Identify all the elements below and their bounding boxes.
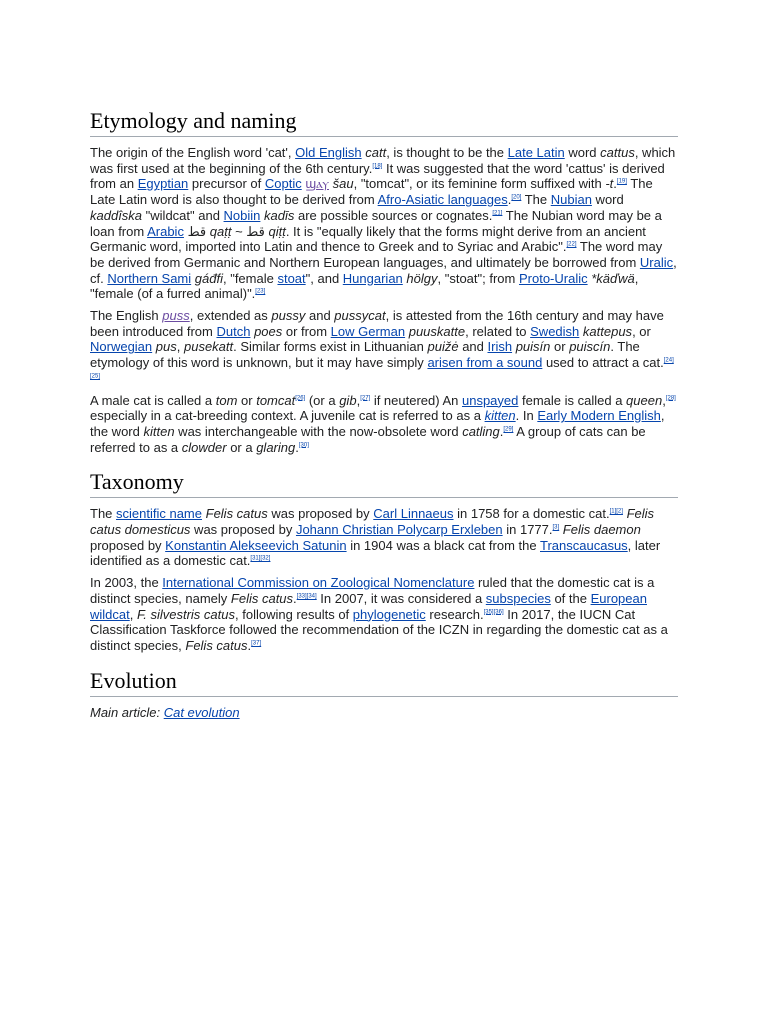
- paragraph-etymology-puss: The English puss, extended as pussy and pussycat, is attested from the 16th century and may have been introduced from Dutch poes or from Low German puuskatte, related to Swedish kattepus, or Norwegian pus, pusekatt. Similar forms exist in Lithuanian puižė and Irish puisín or puiscín. The etymology of this word is unknown, but it may have simply arisen from a sound used to attract a cat.[24][25]: [90, 308, 674, 380]
- citation-37[interactable]: [37]: [251, 640, 262, 647]
- link-coptic-word[interactable]: ϣⲁⲩ: [305, 176, 329, 192]
- citation-1-2[interactable]: [1][2]: [609, 509, 623, 516]
- citation-19[interactable]: [19]: [616, 179, 627, 186]
- link-stoat[interactable]: stoat: [277, 270, 306, 286]
- link-scientific-name[interactable]: scientific name: [116, 506, 202, 522]
- link-hungarian[interactable]: Hungarian: [342, 270, 403, 286]
- link-nubian[interactable]: Nubian: [550, 192, 592, 208]
- citation-18[interactable]: [18]: [372, 163, 383, 170]
- link-erxleben[interactable]: Johann Christian Polycarp Erxleben: [295, 522, 503, 538]
- article-content: [90, 108, 678, 720]
- heading-taxonomy: Taxonomy: [90, 469, 678, 498]
- link-iczn[interactable]: International Commission on Zoological Nomenclature: [162, 575, 475, 591]
- link-satunin[interactable]: Konstantin Alekseevich Satunin: [165, 537, 347, 553]
- link-carl-linnaeus[interactable]: Carl Linnaeus: [373, 506, 454, 522]
- link-early-modern-english[interactable]: Early Modern English: [537, 408, 661, 424]
- link-egyptian[interactable]: Egyptian: [137, 176, 189, 192]
- citation-29[interactable]: [29]: [503, 426, 514, 433]
- link-kitten[interactable]: kitten: [484, 408, 516, 424]
- link-old-english[interactable]: Old English: [295, 145, 362, 160]
- paragraph-taxonomy-names: The scientific name Felis catus was proposed by Carl Linnaeus in 1758 for a domestic cat.[1][2] Felis catus domesticus was proposed by Johann Christian Polycarp Erxleben in 1777.[3] Felis daemon proposed by Konstantin Alekseevich Satunin in 1904 was a black cat from the Transcaucasus, later identified as a domestic cat.[31][32]: [90, 506, 661, 569]
- link-irish[interactable]: Irish: [487, 339, 513, 355]
- link-puss[interactable]: puss: [162, 308, 190, 324]
- link-proto-uralic[interactable]: Proto-Uralic: [518, 270, 588, 286]
- link-low-german[interactable]: Low German: [330, 323, 406, 339]
- link-subspecies[interactable]: subspecies: [485, 590, 551, 606]
- link-uralic[interactable]: Uralic: [639, 254, 674, 270]
- paragraph-etymology-origin: The origin of the English word 'cat', Old English catt, is thought to be the Late Latin word cattus, which was first used at the beginning of the 6th century.[18] It was suggested that the word 'cattus' is derived from an Egyptian precursor of Coptic ϣⲁⲩ šau, "tomcat", or its feminine form suffixed with -t.[19] The Late Latin word is also thought to be derived from Afro-Asiatic languages.[20] The Nubian word kaddîska "wildcat" and Nobiin kadīs are possible sources or cognates.[21] The Nubian word may be a loan from Arabic قط qaṭṭ ~ قط qiṭṭ. It is "equally likely that the forms might derive from an ancient Germanic word, imported into Latin and thence to Greek and to Syriac and Arabic".[22] The word may be derived from Germanic and Northern European languages, and ultimately be borrowed from Uralic, cf. Northern Sami gáđfi, "female stoat", and Hungarian hölgy, "stoat"; from Proto-Uralic *käďwä, "female (of a furred animal)".[23]: [90, 145, 677, 302]
- citation-22[interactable]: [22]: [566, 241, 577, 248]
- citation-27[interactable]: [27]: [360, 395, 371, 402]
- link-late-latin[interactable]: Late Latin: [507, 145, 565, 160]
- link-coptic[interactable]: Coptic: [264, 176, 302, 192]
- heading-etymology: Etymology and naming: [90, 108, 678, 137]
- link-nobiin[interactable]: Nobiin: [223, 207, 261, 223]
- paragraph-etymology-names: A male cat is called a tom or tomcat[26] (or a gib,[27] if neutered) An unspayed female is called a queen,[28] especially in a cat-breeding context. A juvenile cat is referred to as a kitten. In Early Modern English, the word kitten was interchangeable with the now-obsolete word catling.[29] A group of cats can be referred to as a clowder or a glaring.[30]: [90, 392, 676, 455]
- paragraph-taxonomy-iczn: In 2003, the International Commission on Zoological Nomenclature ruled that the domestic cat is a distinct species, namely Felis catus.[33][34] In 2007, it was considered a subspecies of the European wildcat, F. silvestris catus, following results of phylogenetic research.[35][36] In 2017, the IUCN Cat Classification Taskforce followed the recommendation of the ICZN in regarding the domestic cat as a distinct species, Felis catus.[37]: [90, 575, 668, 653]
- link-swedish[interactable]: Swedish: [530, 323, 580, 339]
- citation-26[interactable]: [26]: [295, 395, 306, 402]
- citation-23[interactable]: [23]: [255, 289, 266, 295]
- link-unspayed[interactable]: unspayed: [461, 392, 519, 408]
- link-transcaucasus[interactable]: Transcaucasus: [540, 537, 628, 553]
- link-norwegian[interactable]: Norwegian: [90, 339, 153, 355]
- citation-30[interactable]: [30]: [298, 442, 309, 449]
- link-arisen-from-a-sound[interactable]: arisen from a sound: [427, 355, 543, 371]
- citation-31-32[interactable]: [31][32]: [250, 556, 271, 563]
- link-afro-asiatic-languages[interactable]: Afro-Asiatic languages: [377, 192, 508, 208]
- link-european-wildcat[interactable]: European wildcat: [90, 590, 647, 622]
- citation-28[interactable]: [28]: [665, 395, 676, 402]
- link-dutch[interactable]: Dutch: [216, 323, 251, 339]
- hatnote-main-article: Main article: Cat evolution: [90, 704, 240, 720]
- link-northern-sami[interactable]: Northern Sami: [107, 270, 192, 286]
- link-phylogenetic[interactable]: phylogenetic: [352, 606, 426, 622]
- heading-evolution: Evolution: [90, 668, 678, 697]
- link-arabic[interactable]: Arabic: [147, 223, 184, 239]
- link-cat-evolution[interactable]: Cat evolution: [163, 704, 240, 720]
- citation-24-25[interactable]: [24][25]: [90, 357, 674, 380]
- citation-33-34[interactable]: [33][34]: [296, 593, 317, 600]
- citation-20[interactable]: [20]: [511, 194, 522, 201]
- citation-3[interactable]: [3]: [552, 524, 560, 531]
- citation-21[interactable]: [21]: [492, 210, 503, 217]
- citation-35-36[interactable]: [35][36]: [483, 609, 504, 616]
